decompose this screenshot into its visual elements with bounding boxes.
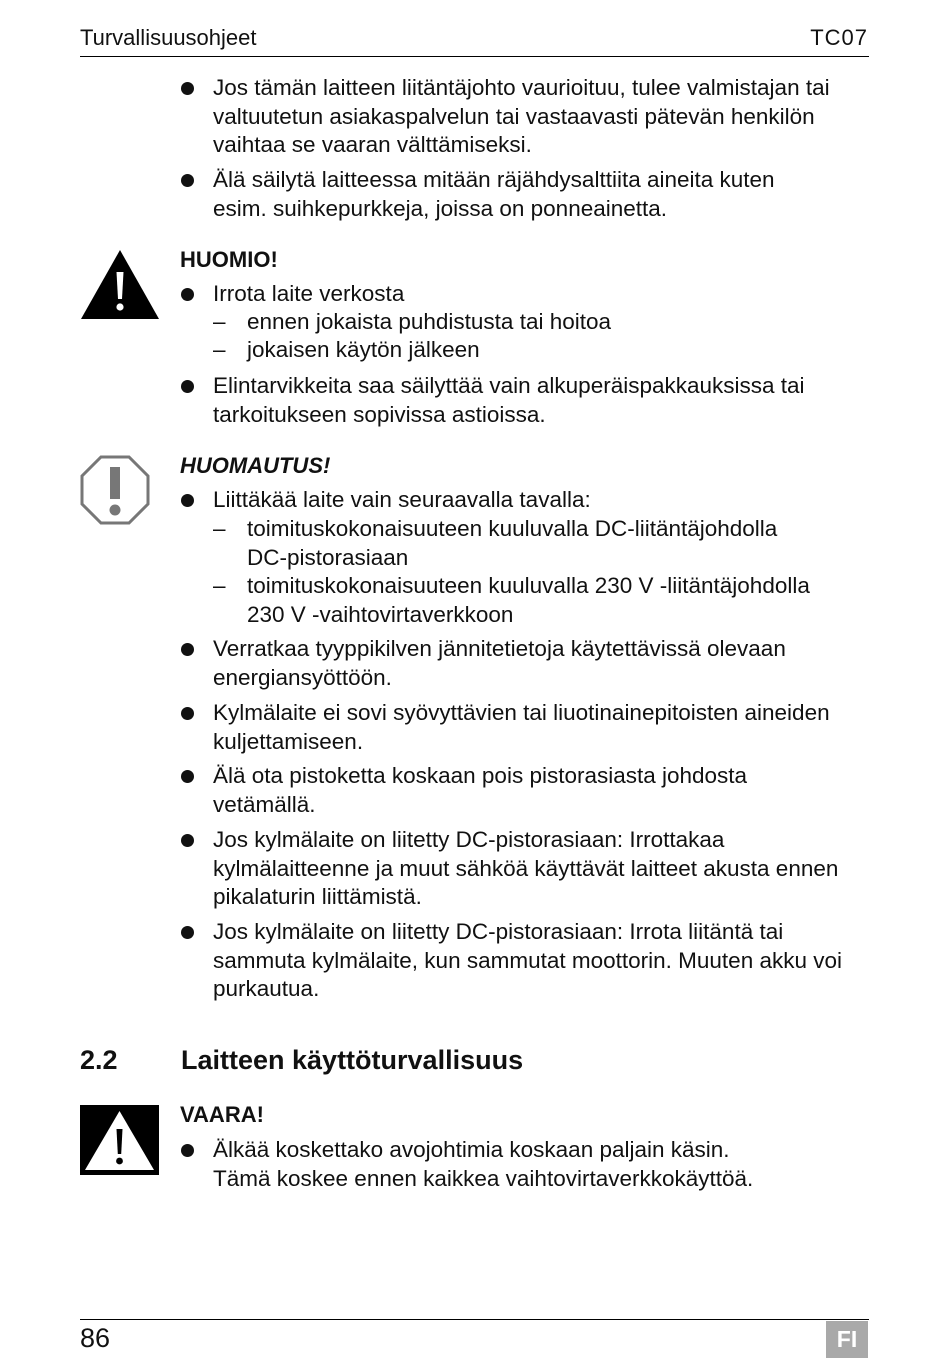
list-item-text: energiansyöttöön.	[213, 664, 392, 690]
list-item-text: kuljettamiseen.	[213, 728, 364, 754]
sub-item-text: toimituskokonaisuuteen kuuluvalla DC-liitäntäjohdolla	[247, 516, 778, 541]
list-item-text: Älä säilytä laitteessa mitään räjähdysalttiita aineita kuten	[213, 167, 775, 192]
list-item-text: kylmälaitteenne ja muut sähköä käyttävät laitteet akusta ennen	[213, 855, 839, 881]
bullet-icon	[181, 834, 194, 847]
bullet-icon	[181, 926, 194, 939]
dash-icon: –	[213, 337, 226, 362]
list-item-text: Liittäkää laite vain seuraavalla tavalla:	[213, 487, 591, 512]
bullet-icon	[181, 380, 194, 393]
page-number: 86	[80, 1323, 111, 1353]
list-item-text: tarkoitukseen sopivissa astioissa.	[213, 401, 546, 427]
list-item-text: purkautua.	[213, 976, 320, 1001]
dash-icon: –	[213, 309, 226, 334]
sub-item-text: jokaisen käytön jälkeen	[247, 337, 480, 362]
dash-icon: –	[213, 573, 226, 598]
list-item-text: pikalaturin liittämistä.	[213, 884, 422, 909]
huomio-label: HUOMIO!	[180, 247, 278, 272]
bullet-icon	[181, 174, 194, 187]
sub-item-text: toimituskokonaisuuteen kuuluvalla 230 V -liitäntäjohdolla	[247, 573, 810, 598]
list-item-text: Kylmälaite ei sovi syövyttävien tai liuotinainepitoisten aineiden	[213, 700, 830, 725]
warning-triangle-icon	[80, 248, 160, 320]
list-item-text: vaihtaa se vaaran välttämiseksi.	[213, 132, 532, 157]
header-section-title: Turvallisuusohjeet	[80, 25, 257, 50]
list-item-text: sammuta kylmälaite, kun sammutat moottorin. Muuten akku voi	[213, 947, 843, 973]
bullet-icon	[181, 1144, 194, 1157]
header-rule	[80, 56, 869, 57]
notice-octagon-icon	[80, 455, 150, 525]
list-item-text: Älä ota pistoketta koskaan pois pistorasiasta johdosta	[213, 763, 748, 788]
bullet-icon	[181, 494, 194, 507]
bullet-icon	[181, 288, 194, 301]
list-item-text: Jos kylmälaite on liitetty DC-pistorasiaan: Irrota liitäntä tai	[213, 919, 784, 944]
list-item-text: Jos kylmälaite on liitetty DC-pistorasiaan: Irrottakaa	[213, 827, 725, 852]
vaara-label: VAARA!	[180, 1102, 264, 1127]
list-item-text: Tämä koskee ennen kaikkea vaihtovirtaverkkokäyttöä.	[213, 1165, 754, 1191]
sub-item-text: 230 V -vaihtovirtaverkkoon	[247, 601, 514, 627]
sub-item-text: ennen jokaista puhdistusta tai hoitoa	[247, 309, 612, 334]
section-number: 2.2	[80, 1045, 118, 1075]
list-item-text: Elintarvikkeita saa säilyttää vain alkuperäispakkauksissa tai	[213, 373, 805, 398]
list-item-text: valtuutetun asiakaspalvelun tai vastaavasti pätevän henkilön	[213, 103, 815, 129]
footer-rule	[80, 1319, 869, 1320]
danger-warning-icon	[80, 1105, 159, 1175]
dash-icon: –	[213, 516, 226, 541]
list-item-text: Verratkaa tyyppikilven jännitetietoja käytettävissä olevaan	[213, 636, 786, 661]
bullet-icon	[181, 643, 194, 656]
list-item-text: Irrota laite verkosta	[213, 281, 405, 306]
section-title: Laitteen käyttöturvallisuus	[181, 1045, 524, 1075]
bullet-icon	[181, 82, 194, 95]
header-model: TC07	[810, 25, 868, 50]
language-tab: FI	[826, 1321, 868, 1358]
sub-item-text: DC-pistorasiaan	[247, 544, 409, 570]
list-item-text: esim. suihkepurkkeja, joissa on ponneainetta.	[213, 195, 668, 221]
huomautus-label: HUOMAUTUS!	[180, 453, 331, 478]
list-item-text: Jos tämän laitteen liitäntäjohto vaurioituu, tulee valmistajan tai	[213, 75, 830, 100]
bullet-icon	[181, 770, 194, 783]
list-item-text: vetämällä.	[213, 791, 316, 817]
bullet-icon	[181, 707, 194, 720]
list-item-text: Älkää koskettako avojohtimia koskaan paljain käsin.	[213, 1137, 730, 1162]
